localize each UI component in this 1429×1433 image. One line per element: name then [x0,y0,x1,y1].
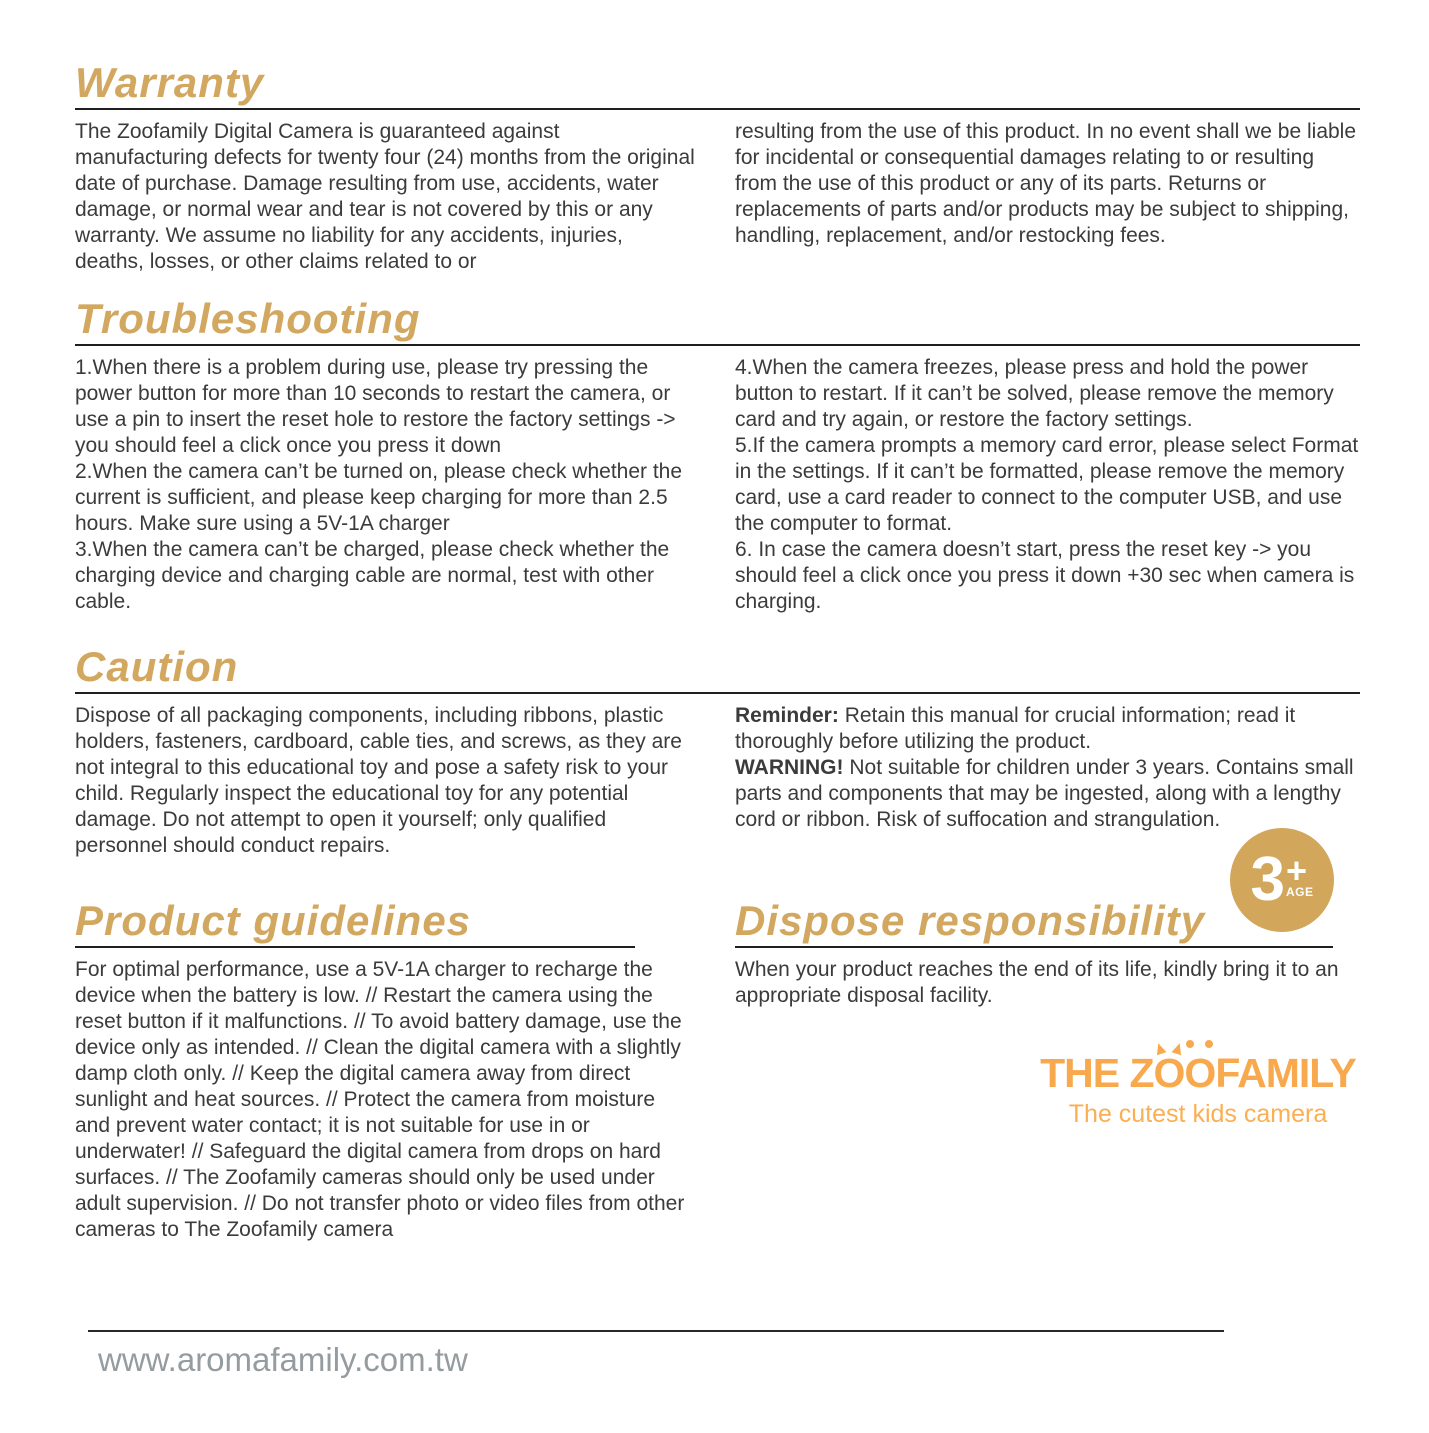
caution-text-left: Dispose of all packaging components, including ribbons, plastic holders, fasteners, cardboard, cable ties, and screws, as they are not integral to this educational toy and pose a safety risk to your child. Regularly inspect the educational toy for any potential damage. Do not attempt to open it yourself; only qualified personnel should conduct repairs. [75,704,682,857]
warranty-heading: Warranty [75,59,265,106]
troubleshooting-item-4: 4.When the camera freezes, please press and hold the power button to restart. If it can’t be solved, please remove the memory card and try again, or restore the factory settings. [735,356,1334,431]
warranty-columns [75,119,1360,275]
dispose-heading-rule [735,946,1333,948]
brand-logo [1038,1050,1358,1129]
reminder-paragraph [735,703,1360,755]
brand-text-pre: THE Z [1040,1050,1154,1096]
product-guidelines-heading-rule [75,946,635,948]
age-badge-side [1285,849,1314,900]
troubleshooting-columns [75,355,1360,615]
warranty-heading-rule [75,108,1360,110]
product-guidelines-text: For optimal performance, use a 5V-1A charger to recharge the device when the battery is low. // Restart the camera using the reset button if it malfunctions. // To avoid battery damage, use the device only as intended. // Clean the digital camera with a slightly damp cloth only. // Keep the digital camera away from direct sunlight and heat sources. // Protect the camera from moisture and prevent water contact; it is not suitable for use in or underwater! // Safeguard the digital camera from drops on hard surfaces. // The Zoofamily cameras should only be used under adult supervision. // Do not transfer photo or video files from other cameras to The Zoofamily camera [75,958,685,1241]
age-badge-plus: + [1285,849,1308,891]
warning-label: WARNING! [735,756,844,779]
reminder-label: Reminder: [735,704,839,727]
troubleshooting-item-2: 2.When the camera can’t be turned on, please check whether the current is sufficient, and please keep charging for more than 2.5 hours. Make sure using a 5V-1A charger [75,460,683,535]
troubleshooting-item-5: 5.If the camera prompts a memory card error, please select Format in the settings. If it can’t be formatted, please remove the memory card, use a card reader to connect to the computer USB, and use the computer to format. [735,434,1359,535]
section-warranty [75,60,1360,275]
warning-paragraph [735,755,1360,833]
caution-columns [75,703,1360,859]
troubleshooting-items-left [75,355,695,615]
age-badge-label: AGE [1285,885,1314,900]
warning-text: Not suitable for children under 3 years. Contains small parts and components that may be ingested, along with a lengthy cord or ribbon. Risk of suffocation and strangulation. [735,756,1354,831]
footer-divider [88,1330,1224,1332]
brand-o-antennae-icon: O [1184,1050,1216,1096]
age-badge-number: 3 [1250,845,1285,914]
caution-heading-rule [75,692,1360,694]
troubleshooting-heading-rule [75,344,1360,346]
brand-text-post: FAMILY [1215,1050,1356,1096]
warranty-text-right: resulting from the use of this product. In no event shall we be liable for incidental or consequential damages relating to or resulting from the use of this product or any of its parts. Returns or replacements of parts and/or products may be subject to shipping, handling, replacement, and/or restocking fees. [735,120,1357,247]
brand-logo-wordmark [1038,1050,1358,1097]
section-product-guidelines [75,898,695,1243]
section-dispose-responsibility [735,898,1360,1009]
troubleshooting-item-1: 1.When there is a problem during use, please try pressing the power button for more than 10 seconds to restart the camera, or use a pin to insert the reset hole to restore the factory settings -> you should feel a click once you press it down [75,356,676,457]
warranty-text-left: The Zoofamily Digital Camera is guaranteed against manufacturing defects for twenty four (24) months from the original date of purchase. Damage resulting from use, accidents, water damage, or normal wear and tear is not covered by this or any warranty. We assume no liability for any accidents, injuries, deaths, losses, or other claims related to or [75,120,695,273]
caution-heading: Caution [75,643,239,690]
troubleshooting-item-6: 6. In case the camera doesn’t start, press the reset key -> you should feel a click once you press it down +30 sec when camera is charging. [735,538,1355,613]
footer-website-url: www.aromafamily.com.tw [98,1341,468,1378]
reminder-text: Retain this manual for crucial information; read it thoroughly before utilizing the product. [735,704,1296,753]
troubleshooting-items-right [735,355,1360,615]
product-guidelines-heading: Product guidelines [75,897,472,944]
section-caution [75,644,1360,859]
dispose-text: When your product reaches the end of its life, kindly bring it to an appropriate disposal facility. [735,958,1339,1007]
brand-o-cat-ears-icon: O [1153,1050,1185,1096]
troubleshooting-item-3: 3.When the camera can’t be charged, please check whether the charging device and charging cable are normal, test with other cable. [75,538,670,613]
brand-tagline: The cutest kids camera [1068,1100,1328,1129]
section-troubleshooting [75,296,1360,615]
dispose-heading: Dispose responsibility [735,897,1206,944]
troubleshooting-heading: Troubleshooting [75,295,421,342]
